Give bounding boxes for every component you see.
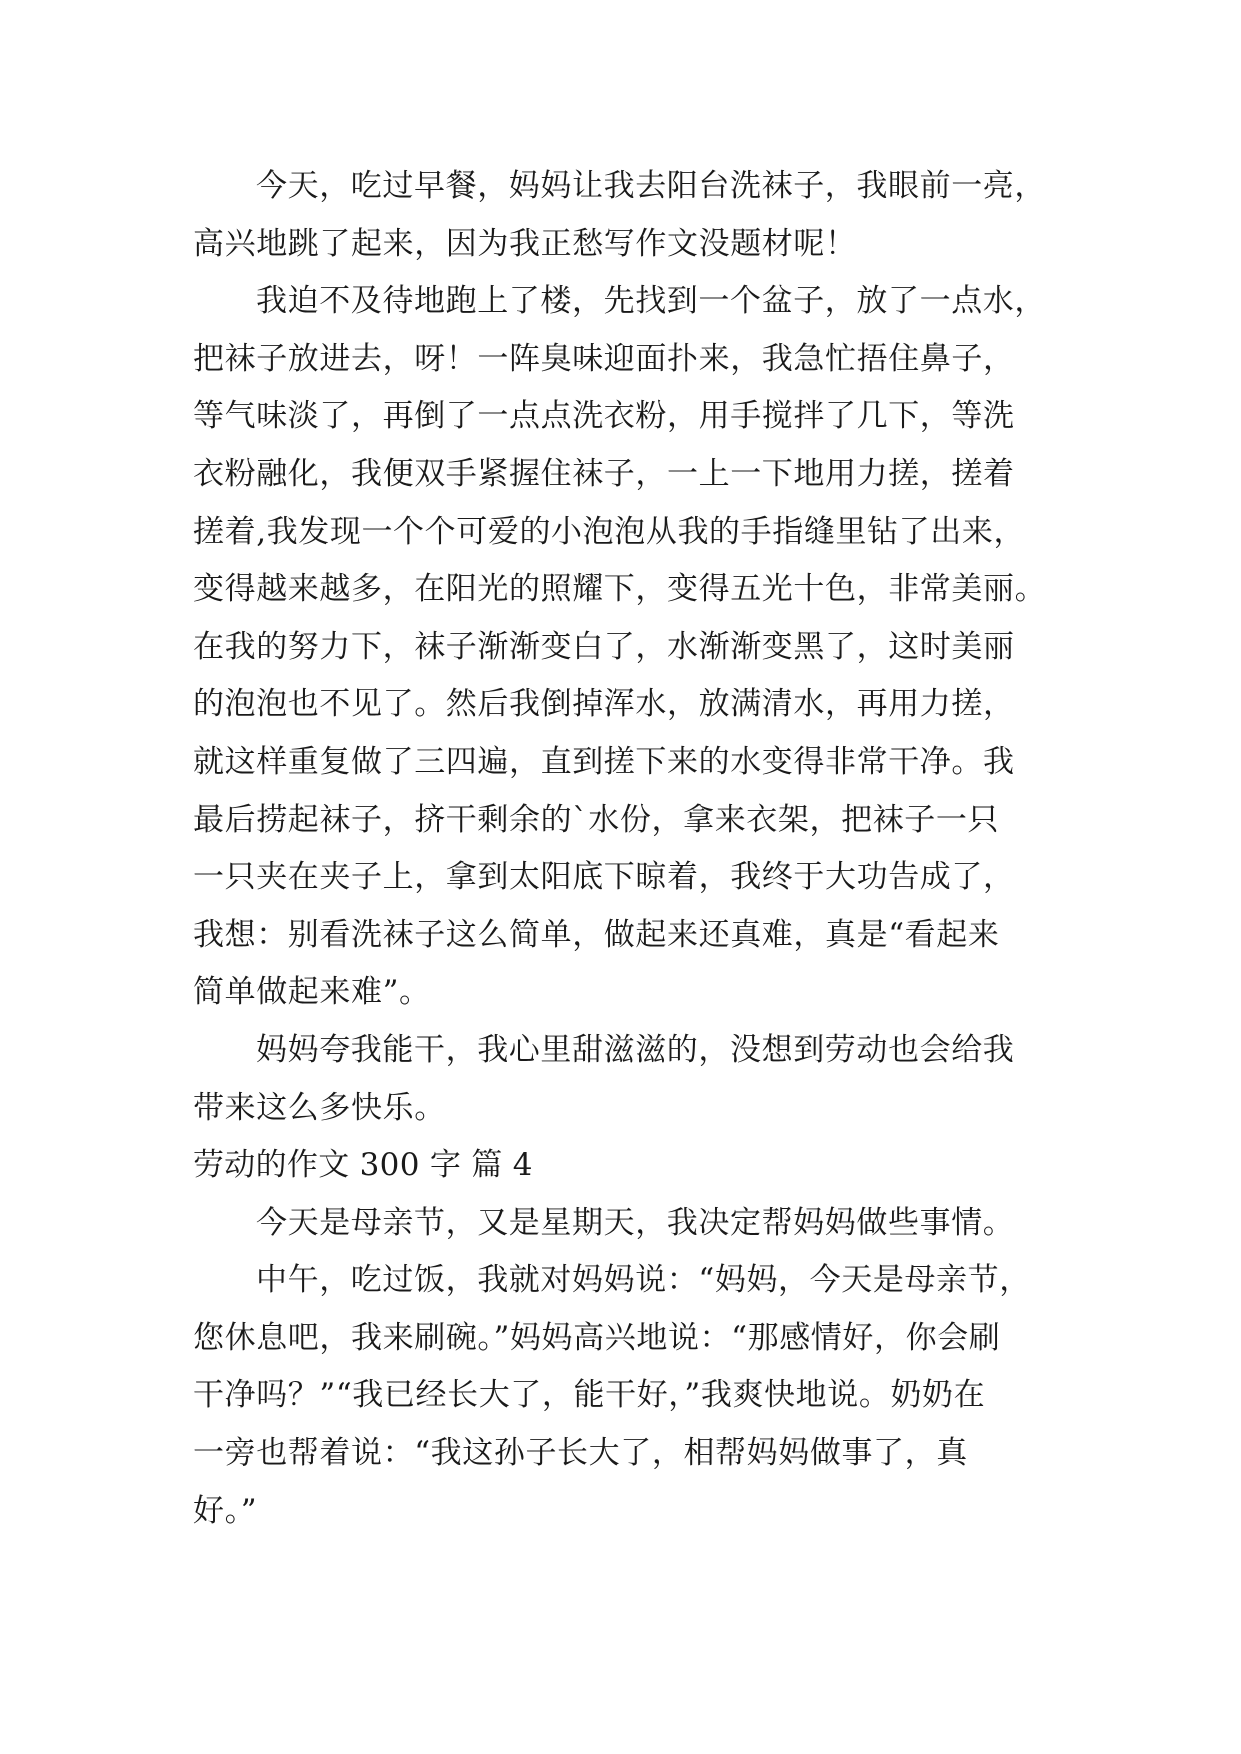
text-line: 变得越来越多，在阳光的照耀下，变得五光十色，非常美丽。 — [193, 571, 1047, 608]
section-heading: 劳动的作文 300 字 篇 4 — [193, 1147, 533, 1184]
text-line: 一旁也帮着说：“我这孙子长大了，相帮妈妈做事了，真 — [193, 1435, 968, 1472]
text-line: 好。” — [193, 1492, 258, 1529]
text-line: 带来这么多快乐。 — [193, 1089, 446, 1126]
text-line: 简单做起来难”。 — [193, 974, 431, 1011]
text-line: 高兴地跳了起来，因为我正愁写作文没题材呢！ — [193, 225, 857, 262]
text-line: 把袜子放进去，呀！一阵臭味迎面扑来，我急忙捂住鼻子， — [193, 340, 1015, 377]
text-line: 一只夹在夹子上，拿到太阳底下晾着，我终于大功告成了， — [193, 859, 1015, 896]
text-line: 就这样重复做了三四遍，直到搓下来的水变得非常干净。我 — [193, 743, 1015, 780]
text-line: 中午，吃过饭，我就对妈妈说：“妈妈，今天是母亲节， — [256, 1262, 1031, 1299]
text-line: 妈妈夸我能干，我心里甜滋滋的，没想到劳动也会给我 — [256, 1031, 1015, 1068]
text-line: 的泡泡也不见了。然后我倒掉浑水，放满清水，再用力搓， — [193, 686, 1015, 723]
text-line: 等气味淡了，再倒了一点点洗衣粉，用手搅拌了几下，等洗 — [193, 398, 1015, 435]
text-line: 干净吗？”“我已经长大了，能干好，”我爽快地说。奶奶在 — [193, 1377, 986, 1414]
text-line: 我迫不及待地跑上了楼，先找到一个盆子，放了一点水， — [256, 283, 1046, 320]
text-line: 我想：别看洗袜子这么简单，做起来还真难，真是“看起来 — [193, 916, 1000, 953]
text-line: 今天，吃过早餐，妈妈让我去阳台洗袜子，我眼前一亮， — [256, 168, 1046, 204]
essay-text-block — [193, 158, 1053, 1540]
text-line: 今天是母亲节，又是星期天，我决定帮妈妈做些事情。 — [256, 1204, 1015, 1241]
text-line: 您休息吧，我来刷碗。”妈妈高兴地说：“那感情好，你会刷 — [193, 1319, 1001, 1356]
text-line: 在我的努力下，袜子渐渐变白了，水渐渐变黑了，这时美丽 — [193, 628, 1015, 665]
text-line: 衣粉融化，我便双手紧握住袜子，一上一下地用力搓，搓着 — [193, 455, 1015, 492]
text-line: 搓着,我发现一个个可爱的小泡泡从我的手指缝里钻了出来， — [193, 513, 1026, 550]
text-line: 最后捞起袜子，挤干剩余的`水份，拿来衣架，把袜子一只 — [193, 801, 1000, 838]
